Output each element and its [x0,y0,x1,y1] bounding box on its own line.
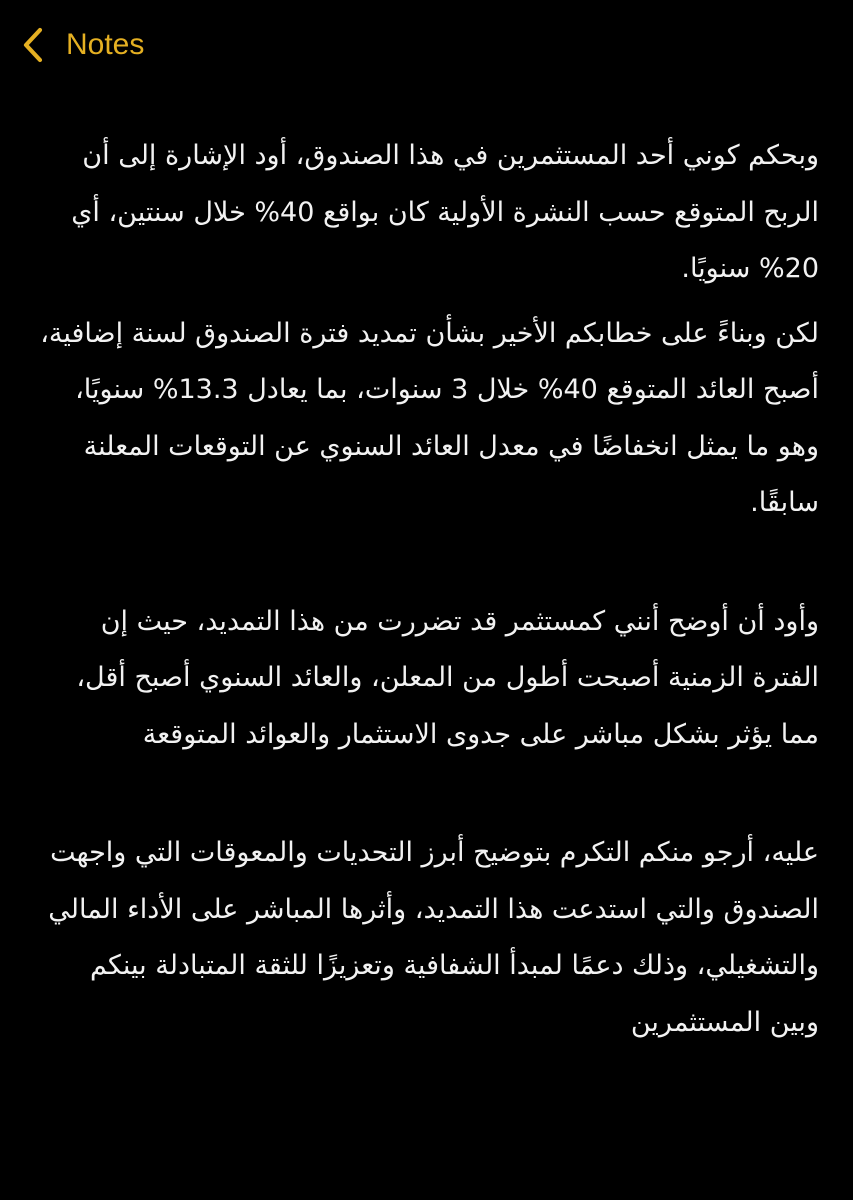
back-label: Notes [66,28,145,61]
note-paragraph-1: وبحكم كوني أحد المستثمرين في هذا الصندوق، أود الإشارة إلى أن الربح المتوقع حسب النشرة الأولية كان بواقع 40% خلال سنتين، أي 20% سنويًا. [71,140,819,284]
note-paragraph-3: وأود أن أوضح أنني كمستثمر قد تضررت من هذا التمديد، حيث إن الفترة الزمنية أصبحت أطول من المعلن، والعائد السنوي أصبح أقل، مما يؤثر بشكل مباشر على جدوى الاستثمار والعوائد المتوقعة [76,605,819,750]
note-body[interactable] [34,128,819,1051]
chevron-left-icon [22,22,58,68]
back-button[interactable] [22,22,144,68]
note-paragraph-2: لكن وبناءً على خطابكم الأخير بشأن تمديد فترة الصندوق لسنة إضافية، أصبح العائد المتوقع 40% خلال 3 سنوات، بما يعادل 13.3% سنويًا، وهو ما يمثل انخفاضًا في معدل العائد السنوي عن التوقعات المعلنة سابقًا. [40,317,819,518]
note-paragraph-4: عليه، أرجو منكم التكرم بتوضيح أبرز التحديات والمعوقات التي واجهت الصندوق والتي استدعت هذا التمديد، وأثرها المباشر على الأداء المالي والتشغيلي، وذلك دعمًا لمبدأ الشفافية وتعزيزًا للثقة المتبادلة بينكم وبين المستثمرين [48,837,819,1038]
